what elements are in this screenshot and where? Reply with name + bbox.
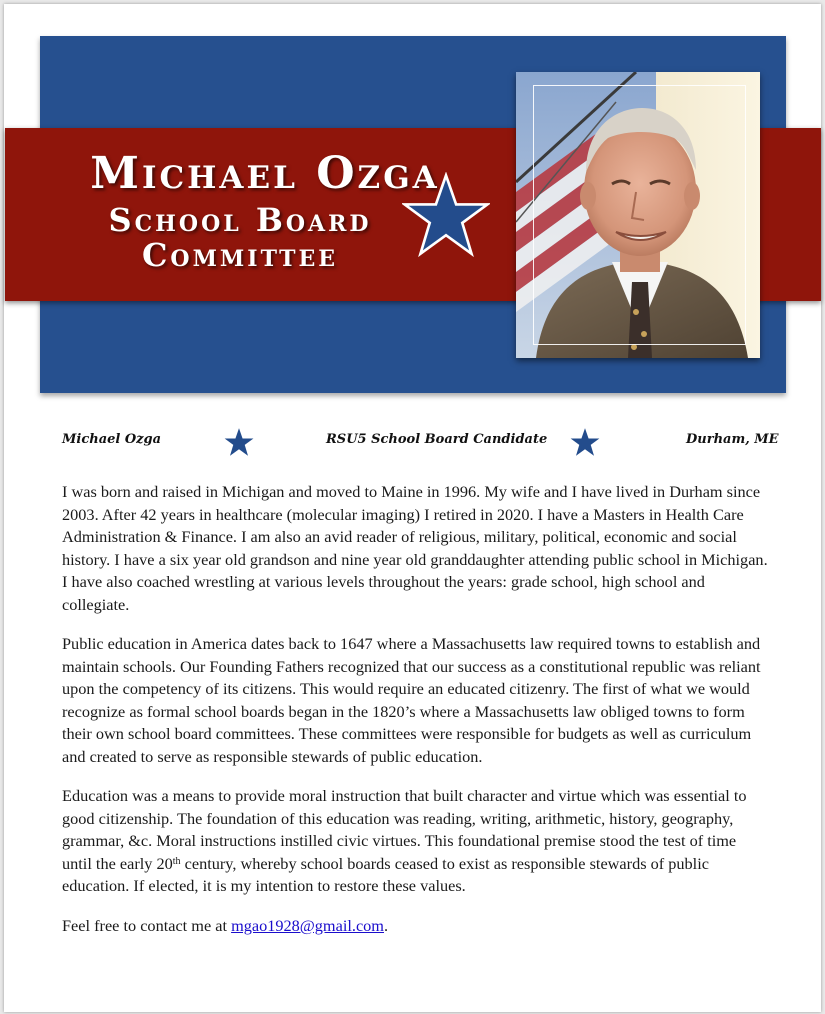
- info-candidate-role: RSU5 School Board Candidate: [326, 432, 548, 447]
- subtitle-line-1: School Board: [108, 201, 372, 239]
- star-icon: [221, 425, 257, 459]
- contact-period: .: [383, 915, 389, 935]
- photo-frame: [533, 85, 746, 345]
- subtitle-line-2: Committee: [141, 236, 339, 274]
- biography-body: [62, 481, 768, 954]
- paragraph-contact: [62, 915, 768, 938]
- school-board-committee-heading: [55, 203, 425, 273]
- superscript-th: th: [172, 855, 181, 867]
- paragraph-values: [62, 785, 768, 898]
- candidate-name-heading: Michael Ozga: [90, 148, 440, 199]
- star-icon: [567, 425, 603, 459]
- paragraph-values-text-a: Education was a means to provide moral instruction that built character and virtue which was essential to good citizenship. The foundation of this education was reading, writing, arithmetic, history, geography, grammar, &c. Moral instructions instilled civic virtues. This foundational premise stood the test of time until the early 20: [62, 786, 747, 873]
- contact-text: Feel free to contact me at: [62, 915, 232, 935]
- star-icon: [402, 172, 490, 258]
- paragraph-background: I was born and raised in Michigan and moved to Maine in 1996. My wife and I have lived in Durham since 2003. After 42 years in healthcare (molecular imaging) I retired in 2020. I have a Masters in Health Care Administration & Finance. I am also an avid reader of religious, military, political, economic and social history. I have a six year old grandson and nine year old granddaughter attending public school in Michigan. I have also coached wrestling at various levels throughout the years: grade school, high school and collegiate.: [62, 482, 768, 614]
- info-location: Durham, ME: [686, 432, 779, 447]
- paragraph-values-text-b: century, whereby school boards ceased to exist as responsible stewards of public education. If elected, it is my intention to restore these values.: [62, 853, 709, 895]
- email-link[interactable]: mgao1928@gmail.com: [231, 915, 384, 935]
- info-candidate-name: Michael Ozga: [62, 432, 162, 447]
- paragraph-history: Public education in America dates back to 1647 where a Massachusetts law required towns to establish and maintain schools. Our Founding Fathers recognized that our success as a constitutional republic was reliant upon the competency of its citizens. This would require an educated citizenry. The first of what we would recognize as formal school boards began in the 1820’s where a Massachusetts law obliged towns to form their own school board committees. These committees were responsible for budgets as well as curriculum and created to serve as responsible stewards of public education.: [62, 634, 761, 766]
